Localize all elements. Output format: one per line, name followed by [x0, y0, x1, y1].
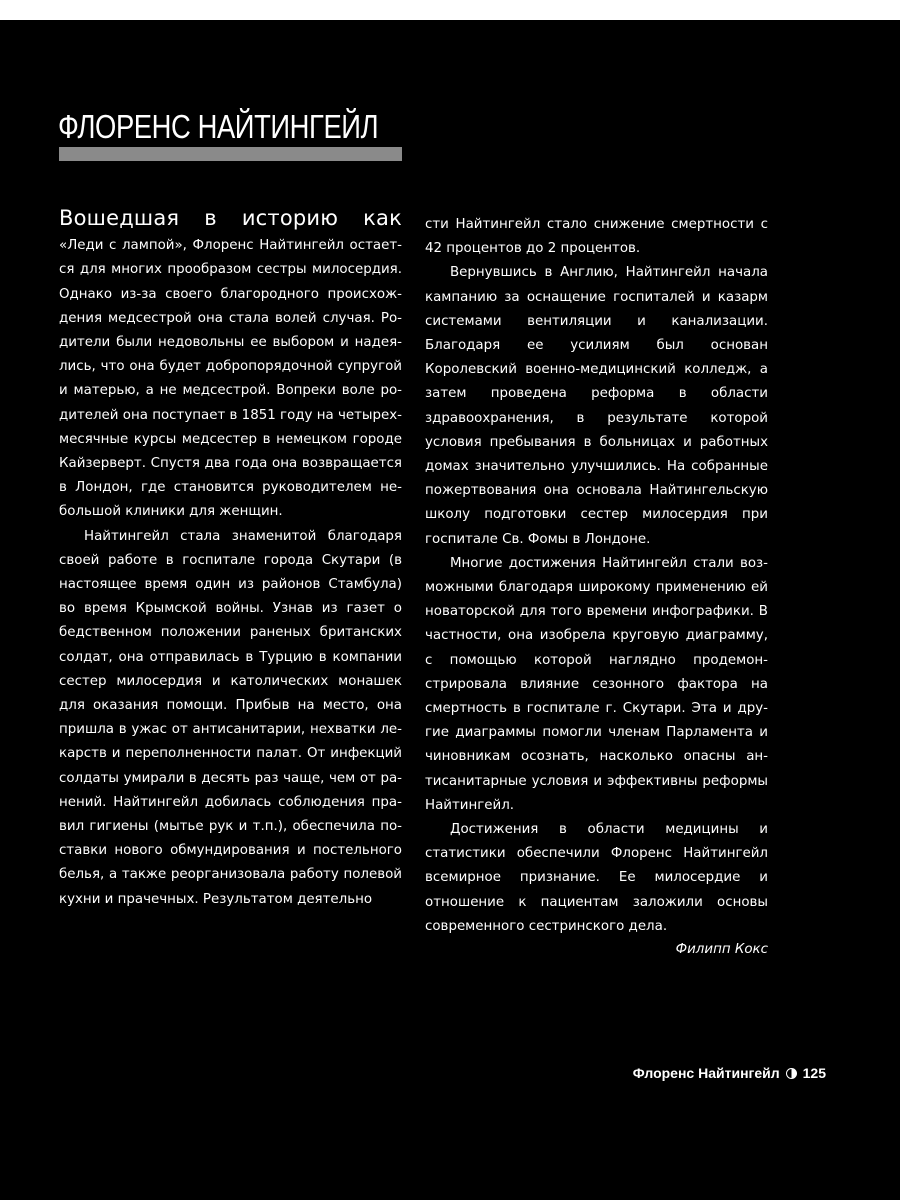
paragraph-england: Вернувшись в Англию, Найтингейл начала кампанию за оснащение госпиталей и казарм системами вентиляции и канализации. Благодаря ее усилиям был основан Королевский военно-медицинский колледж, а затем проведена реформа в области здравоохранения, в результате которой условия пребывания в больницах и работных домах значительно улучшились. На собранные пожертвования она основала Найтингельскую школу подготовки сестер милосердия при госпитале Св. Фомы в Лондоне. [425, 265, 768, 547]
author-signature: Филипп Кокс [675, 942, 768, 957]
paragraph-scutari: Найтингейл стала знаменитой благодаря своей работе в госпитале города Скутари (в настоящее время один из районов Стамбула) во время Крымской войны. Узнав из газет о бедственном положении раненых британских солдат, она отправилась в Турцию в компании сестер милосердия и католических монашек для оказания помощи. Прибыв на место, она пришла в ужас от антисанитарии, нехватки лекарств и переполненности палат. От инфекций солдаты умирали в десять раз чаще, чем от ранений. Найтингейл добилась соблюдения правил гигиены (мытье рук и т.п.), обеспечила поставки нового обмундирования и постельного белья, а также реорганизовала работу полевой кухни и прачечных. Результатом деятельно [59, 528, 402, 907]
paragraph-mortality: сти Найтингейл стало снижение смертности с 42 процентов до 2 процентов. [425, 217, 768, 257]
running-title: Флоренс Найтингейл [632, 1065, 780, 1081]
lead-in: Вошедшая в историю как [59, 206, 402, 230]
page [0, 20, 900, 1200]
title-underline-bar [59, 147, 402, 161]
article-title: ФЛОРЕНС НАЙТИНГЕЙЛ [58, 108, 379, 145]
paragraph-intro [59, 206, 402, 525]
paragraph-intro-text: «Леди с лампой», Флоренс Найтингейл остается для многих прообразом сестры милосердия. Однако из-за своего благородного происхождения медсестрой она стала волей случая. Родители были недовольны ее выбором и надеялись, что она будет добропорядочной супругой и матерью, а не медсестрой. Вопреки воле родителей она поступает в 1851 году на четырехмесячные курсы медсестер в немецком городе Кайзерверт. Спустя два года она возвращается в Лондон, где становится руководителем небольшой клиники для женщин. [59, 238, 402, 520]
paragraph-recognition: Достижения в области медицины и статистики обеспечили Флоренс Найтингейл всемирное признание. Ее милосердие и отношение к пациентам заложили основы современного сестринского дела. [425, 822, 768, 934]
half-circle-icon [786, 1068, 797, 1079]
right-column [425, 213, 768, 939]
left-column [59, 206, 402, 912]
page-footer [633, 1065, 826, 1081]
paragraph-infographics: Многие достижения Найтингейл стали возможными благодаря широкому применению ей новаторской для того времени инфографики. В частности, она изобрела круговую диаграмму, с помощью которой наглядно продемонстрировала влияние сезонного фактора на смертность в госпитале г. Скутари. Эта и другие диаграммы помогли членам Парламента и чиновникам осознать, насколько опасны антисанитарные условия и эффективны реформы Найтингейл. [425, 555, 768, 813]
page-number: 125 [802, 1065, 826, 1081]
